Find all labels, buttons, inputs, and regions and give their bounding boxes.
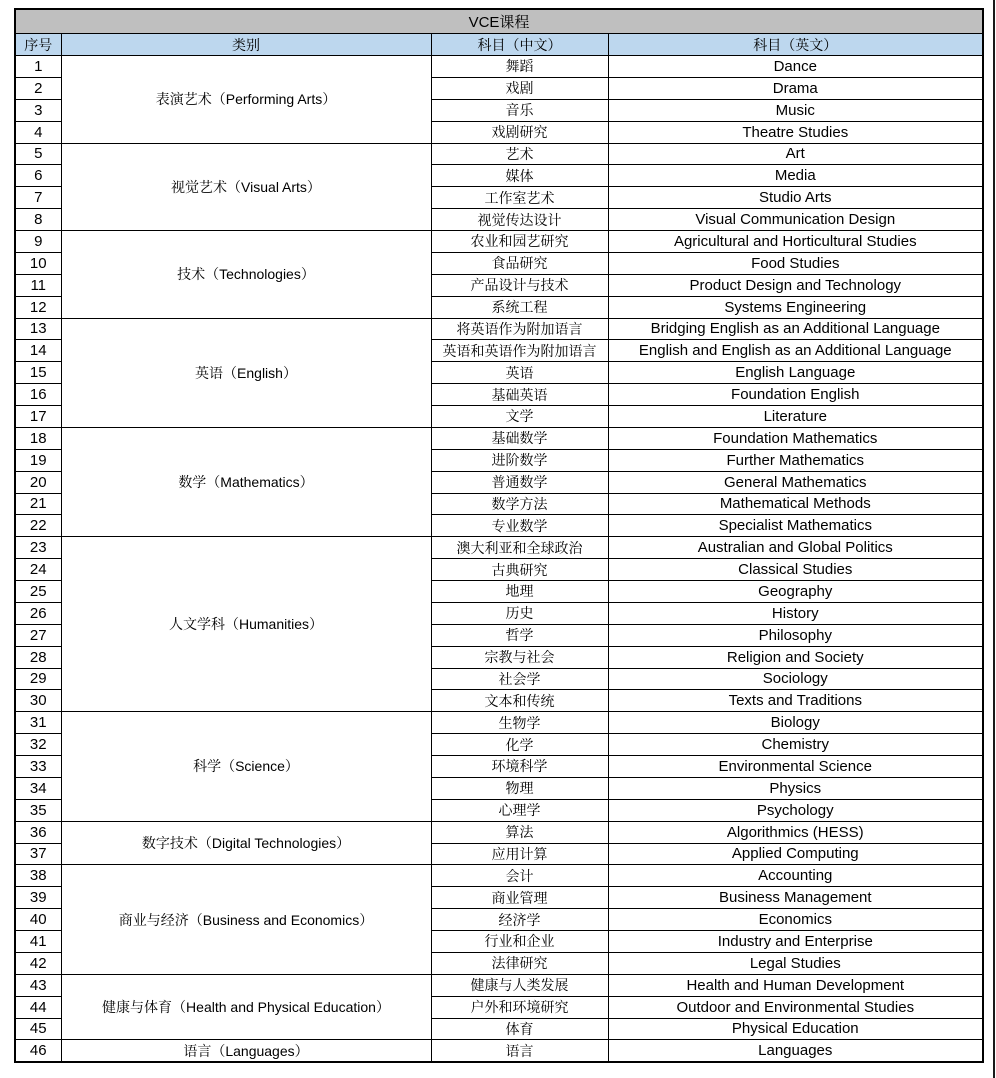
- row-number-cell: 29: [15, 668, 61, 690]
- row-number-cell: 37: [15, 843, 61, 865]
- row-number-cell: 38: [15, 865, 61, 887]
- table-row: [15, 231, 983, 253]
- subject-en-cell: Industry and Enterprise: [608, 931, 983, 953]
- row-number-cell: 36: [15, 821, 61, 843]
- table-row: [15, 537, 983, 559]
- subject-en-cell: Foundation Mathematics: [608, 427, 983, 449]
- subject-en-cell: Religion and Society: [608, 646, 983, 668]
- category-cell: 健康与体育（Health and Physical Education）: [61, 974, 431, 1040]
- subject-en-cell: Media: [608, 165, 983, 187]
- subject-en-cell: Product Design and Technology: [608, 274, 983, 296]
- table-row: [15, 712, 983, 734]
- subject-en-cell: Foundation English: [608, 384, 983, 406]
- subject-cn-cell: 商业管理: [431, 887, 608, 909]
- subject-cn-cell: 将英语作为附加语言: [431, 318, 608, 340]
- subject-cn-cell: 艺术: [431, 143, 608, 165]
- row-number-cell: 1: [15, 56, 61, 78]
- category-cell: 视觉艺术（Visual Arts）: [61, 143, 431, 231]
- row-number-cell: 46: [15, 1040, 61, 1062]
- table-row: [15, 427, 983, 449]
- table-row: [15, 865, 983, 887]
- subject-cn-cell: 专业数学: [431, 515, 608, 537]
- subject-en-cell: Sociology: [608, 668, 983, 690]
- subject-en-cell: Physical Education: [608, 1018, 983, 1040]
- subject-cn-cell: 古典研究: [431, 559, 608, 581]
- row-number-cell: 9: [15, 231, 61, 253]
- subject-en-cell: Outdoor and Environmental Studies: [608, 996, 983, 1018]
- subject-en-cell: Environmental Science: [608, 756, 983, 778]
- category-cell: 英语（English）: [61, 318, 431, 427]
- subject-en-cell: Systems Engineering: [608, 296, 983, 318]
- subject-cn-cell: 普通数学: [431, 471, 608, 493]
- row-number-cell: 5: [15, 143, 61, 165]
- category-cell: 人文学科（Humanities）: [61, 537, 431, 712]
- subject-en-cell: Physics: [608, 777, 983, 799]
- subject-en-cell: Specialist Mathematics: [608, 515, 983, 537]
- image-edge-line: [993, 0, 995, 1078]
- subject-cn-cell: 食品研究: [431, 252, 608, 274]
- row-number-cell: 3: [15, 99, 61, 121]
- subject-cn-cell: 文本和传统: [431, 690, 608, 712]
- subject-en-cell: Texts and Traditions: [608, 690, 983, 712]
- subject-cn-cell: 哲学: [431, 624, 608, 646]
- table-title: VCE课程: [15, 9, 983, 34]
- subject-cn-cell: 行业和企业: [431, 931, 608, 953]
- subject-cn-cell: 会计: [431, 865, 608, 887]
- subject-cn-cell: 基础数学: [431, 427, 608, 449]
- subject-en-cell: Legal Studies: [608, 952, 983, 974]
- subject-cn-cell: 舞蹈: [431, 56, 608, 78]
- subject-cn-cell: 基础英语: [431, 384, 608, 406]
- row-number-cell: 4: [15, 121, 61, 143]
- subject-en-cell: Theatre Studies: [608, 121, 983, 143]
- subject-en-cell: Algorithmics (HESS): [608, 821, 983, 843]
- row-number-cell: 15: [15, 362, 61, 384]
- subject-en-cell: Business Management: [608, 887, 983, 909]
- subject-cn-cell: 环境科学: [431, 756, 608, 778]
- subject-en-cell: Bridging English as an Additional Language: [608, 318, 983, 340]
- row-number-cell: 26: [15, 602, 61, 624]
- row-number-cell: 10: [15, 252, 61, 274]
- subject-cn-cell: 物理: [431, 777, 608, 799]
- subject-cn-cell: 宗教与社会: [431, 646, 608, 668]
- row-number-cell: 2: [15, 77, 61, 99]
- subject-cn-cell: 系统工程: [431, 296, 608, 318]
- row-number-cell: 18: [15, 427, 61, 449]
- row-number-cell: 16: [15, 384, 61, 406]
- row-number-cell: 14: [15, 340, 61, 362]
- subject-en-cell: Studio Arts: [608, 187, 983, 209]
- row-number-cell: 45: [15, 1018, 61, 1040]
- subject-cn-cell: 英语: [431, 362, 608, 384]
- subject-cn-cell: 媒体: [431, 165, 608, 187]
- category-cell: 数学（Mathematics）: [61, 427, 431, 536]
- row-number-cell: 21: [15, 493, 61, 515]
- subject-cn-cell: 数学方法: [431, 493, 608, 515]
- row-number-cell: 19: [15, 449, 61, 471]
- subject-cn-cell: 视觉传达设计: [431, 209, 608, 231]
- row-number-cell: 44: [15, 996, 61, 1018]
- row-number-cell: 6: [15, 165, 61, 187]
- row-number-cell: 33: [15, 756, 61, 778]
- row-number-cell: 31: [15, 712, 61, 734]
- subject-en-cell: Food Studies: [608, 252, 983, 274]
- row-number-cell: 22: [15, 515, 61, 537]
- subject-cn-cell: 历史: [431, 602, 608, 624]
- subject-en-cell: Classical Studies: [608, 559, 983, 581]
- subject-cn-cell: 户外和环境研究: [431, 996, 608, 1018]
- subject-cn-cell: 体育: [431, 1018, 608, 1040]
- category-cell: 科学（Science）: [61, 712, 431, 821]
- subject-en-cell: English Language: [608, 362, 983, 384]
- subject-cn-cell: 戏剧: [431, 77, 608, 99]
- row-number-cell: 40: [15, 909, 61, 931]
- subject-cn-cell: 心理学: [431, 799, 608, 821]
- row-number-cell: 13: [15, 318, 61, 340]
- row-number-cell: 7: [15, 187, 61, 209]
- subject-en-cell: Biology: [608, 712, 983, 734]
- table-row: [15, 821, 983, 843]
- subject-cn-cell: 生物学: [431, 712, 608, 734]
- row-number-cell: 24: [15, 559, 61, 581]
- subject-en-cell: Dance: [608, 56, 983, 78]
- subject-cn-cell: 算法: [431, 821, 608, 843]
- subject-en-cell: Accounting: [608, 865, 983, 887]
- subject-en-cell: Geography: [608, 581, 983, 603]
- row-number-cell: 20: [15, 471, 61, 493]
- row-number-cell: 11: [15, 274, 61, 296]
- row-number-cell: 39: [15, 887, 61, 909]
- column-header-category: 类别: [61, 34, 431, 56]
- subject-cn-cell: 澳大利亚和全球政治: [431, 537, 608, 559]
- subject-cn-cell: 应用计算: [431, 843, 608, 865]
- subject-en-cell: Applied Computing: [608, 843, 983, 865]
- subject-en-cell: Health and Human Development: [608, 974, 983, 996]
- table-row: [15, 318, 983, 340]
- subject-cn-cell: 英语和英语作为附加语言: [431, 340, 608, 362]
- subject-cn-cell: 经济学: [431, 909, 608, 931]
- row-number-cell: 42: [15, 952, 61, 974]
- subject-cn-cell: 进阶数学: [431, 449, 608, 471]
- subject-cn-cell: 化学: [431, 734, 608, 756]
- subject-cn-cell: 语言: [431, 1040, 608, 1062]
- subject-en-cell: Mathematical Methods: [608, 493, 983, 515]
- row-number-cell: 30: [15, 690, 61, 712]
- subject-cn-cell: 戏剧研究: [431, 121, 608, 143]
- column-header-subject-en: 科目（英文）: [608, 34, 983, 56]
- subject-en-cell: Art: [608, 143, 983, 165]
- title-row: [15, 9, 983, 34]
- category-cell: 数字技术（Digital Technologies）: [61, 821, 431, 865]
- category-cell: 语言（Languages）: [61, 1040, 431, 1062]
- subject-cn-cell: 健康与人类发展: [431, 974, 608, 996]
- subject-cn-cell: 社会学: [431, 668, 608, 690]
- table-row: [15, 974, 983, 996]
- subject-en-cell: Music: [608, 99, 983, 121]
- row-number-cell: 35: [15, 799, 61, 821]
- subject-en-cell: Philosophy: [608, 624, 983, 646]
- column-header-subject-cn: 科目（中文）: [431, 34, 608, 56]
- subject-cn-cell: 工作室艺术: [431, 187, 608, 209]
- row-number-cell: 43: [15, 974, 61, 996]
- subject-cn-cell: 文学: [431, 406, 608, 428]
- subject-en-cell: History: [608, 602, 983, 624]
- subject-en-cell: Psychology: [608, 799, 983, 821]
- row-number-cell: 8: [15, 209, 61, 231]
- subject-en-cell: Drama: [608, 77, 983, 99]
- subject-en-cell: General Mathematics: [608, 471, 983, 493]
- category-cell: 商业与经济（Business and Economics）: [61, 865, 431, 974]
- row-number-cell: 27: [15, 624, 61, 646]
- vce-course-table: [14, 8, 984, 1063]
- subject-cn-cell: 产品设计与技术: [431, 274, 608, 296]
- category-cell: 表演艺术（Performing Arts）: [61, 56, 431, 144]
- row-number-cell: 25: [15, 581, 61, 603]
- subject-en-cell: Australian and Global Politics: [608, 537, 983, 559]
- row-number-cell: 34: [15, 777, 61, 799]
- row-number-cell: 23: [15, 537, 61, 559]
- row-number-cell: 41: [15, 931, 61, 953]
- subject-en-cell: Further Mathematics: [608, 449, 983, 471]
- subject-cn-cell: 音乐: [431, 99, 608, 121]
- table-row: [15, 1040, 983, 1062]
- subject-en-cell: Visual Communication Design: [608, 209, 983, 231]
- category-cell: 技术（Technologies）: [61, 231, 431, 319]
- column-header-no: 序号: [15, 34, 61, 56]
- subject-en-cell: English and English as an Additional Language: [608, 340, 983, 362]
- row-number-cell: 28: [15, 646, 61, 668]
- header-row: [15, 34, 983, 56]
- table-row: [15, 143, 983, 165]
- table-body: [15, 56, 983, 1062]
- row-number-cell: 17: [15, 406, 61, 428]
- subject-en-cell: Agricultural and Horticultural Studies: [608, 231, 983, 253]
- subject-en-cell: Chemistry: [608, 734, 983, 756]
- table-row: [15, 56, 983, 78]
- subject-en-cell: Literature: [608, 406, 983, 428]
- row-number-cell: 32: [15, 734, 61, 756]
- subject-en-cell: Economics: [608, 909, 983, 931]
- subject-cn-cell: 农业和园艺研究: [431, 231, 608, 253]
- subject-cn-cell: 地理: [431, 581, 608, 603]
- subject-cn-cell: 法律研究: [431, 952, 608, 974]
- subject-en-cell: Languages: [608, 1040, 983, 1062]
- row-number-cell: 12: [15, 296, 61, 318]
